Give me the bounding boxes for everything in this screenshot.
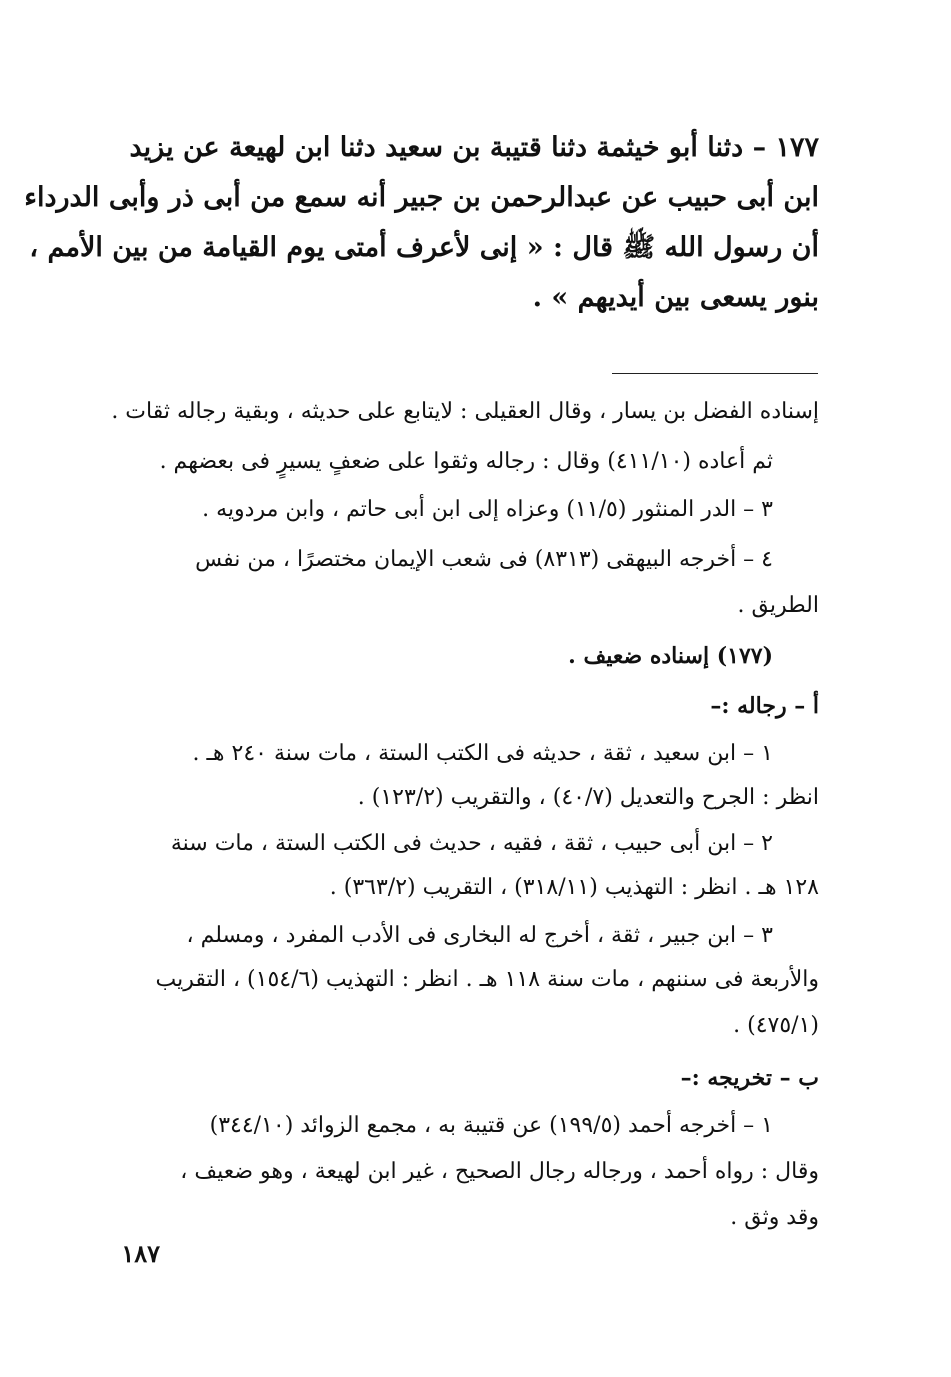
footnote-separator xyxy=(612,373,818,374)
takhrij-heading: ب – تخريجه :– xyxy=(680,1065,819,1091)
footnote-prev-line-2: ثم أعاده (٤١١/١٠) وقال : رجاله وثقوا على ضعفٍ يسيرٍ فى بعضهم . xyxy=(159,449,773,474)
takhrij-line-2: وقال : رواه أحمد ، ورجاله رجال الصحيح ، غير ابن لهيعة ، وهو ضعيف ، xyxy=(180,1159,819,1184)
rijal-line-4: ١٢٨ هـ . انظر : التهذيب (٣١٨/١١) ، التقريب (٣٦٣/٢) . xyxy=(329,875,819,900)
isnad-grade: (١٧٧) إسناده ضعيف . xyxy=(568,643,773,669)
takhrij-line-3: وقد وثق . xyxy=(730,1205,819,1230)
hadith-line-3: أن رسول الله ﷺ قال : « إنى لأعرف أمتى يوم القيامة من بين الأمم ، xyxy=(29,232,819,263)
rijal-line-5: ٣ – ابن جبير ، ثقة ، أخرج له البخارى فى الأدب المفرد ، ومسلم ، xyxy=(186,923,773,948)
rijal-line-3: ٢ – ابن أبى حبيب ، ثقة ، فقيه ، حديث فى الكتب الستة ، مات سنة xyxy=(170,831,773,856)
footnote-prev-line-4: ٤ – أخرجه البيهقى (٨٣١٣) فى شعب الإيمان مختصرًا ، من نفس xyxy=(195,547,773,572)
footnote-prev-line-5: الطريق . xyxy=(737,593,819,618)
footnote-prev-line-3: ٣ – الدر المنثور (١١/٥) وعزاه إلى ابن أبى حاتم ، وابن مردويه . xyxy=(202,497,773,522)
page-number: ١٨٧ xyxy=(121,1239,160,1268)
footnote-prev-line-1: إسناده الفضل بن يسار ، وقال العقيلى : لايتابع على حديثه ، وبقية رجاله ثقات . xyxy=(111,399,819,424)
rijal-line-7: (٤٧٥/١) . xyxy=(733,1013,819,1038)
rijal-heading: أ – رجاله :– xyxy=(710,693,819,719)
rijal-line-1: ١ – ابن سعيد ، ثقة ، حديثه فى الكتب الستة ، مات سنة ٢٤٠ هـ . xyxy=(192,741,773,766)
rijal-line-6: والأربعة فى سننهم ، مات سنة ١١٨ هـ . انظر : التهذيب (١٥٤/٦) ، التقريب xyxy=(155,967,819,992)
hadith-line-1: ١٧٧ – دثنا أبو خيثمة دثنا قتيبة بن سعيد دثنا ابن لهيعة عن يزيد xyxy=(129,132,819,163)
rijal-line-2: انظر : الجرح والتعديل (٤٠/٧) ، والتقريب (١٢٣/٢) . xyxy=(357,785,819,810)
hadith-line-4: بنور يسعى بين أيديهم » . xyxy=(532,282,819,313)
takhrij-line-1: ١ – أخرجه أحمد (١٩٩/٥) عن قتيبة به ، مجمع الزوائد (٣٤٤/١٠) xyxy=(209,1113,773,1138)
hadith-line-2: ابن أبى حبيب عن عبدالرحمن بن جبير أنه سمع من أبى ذر وأبى الدرداء xyxy=(24,182,819,213)
